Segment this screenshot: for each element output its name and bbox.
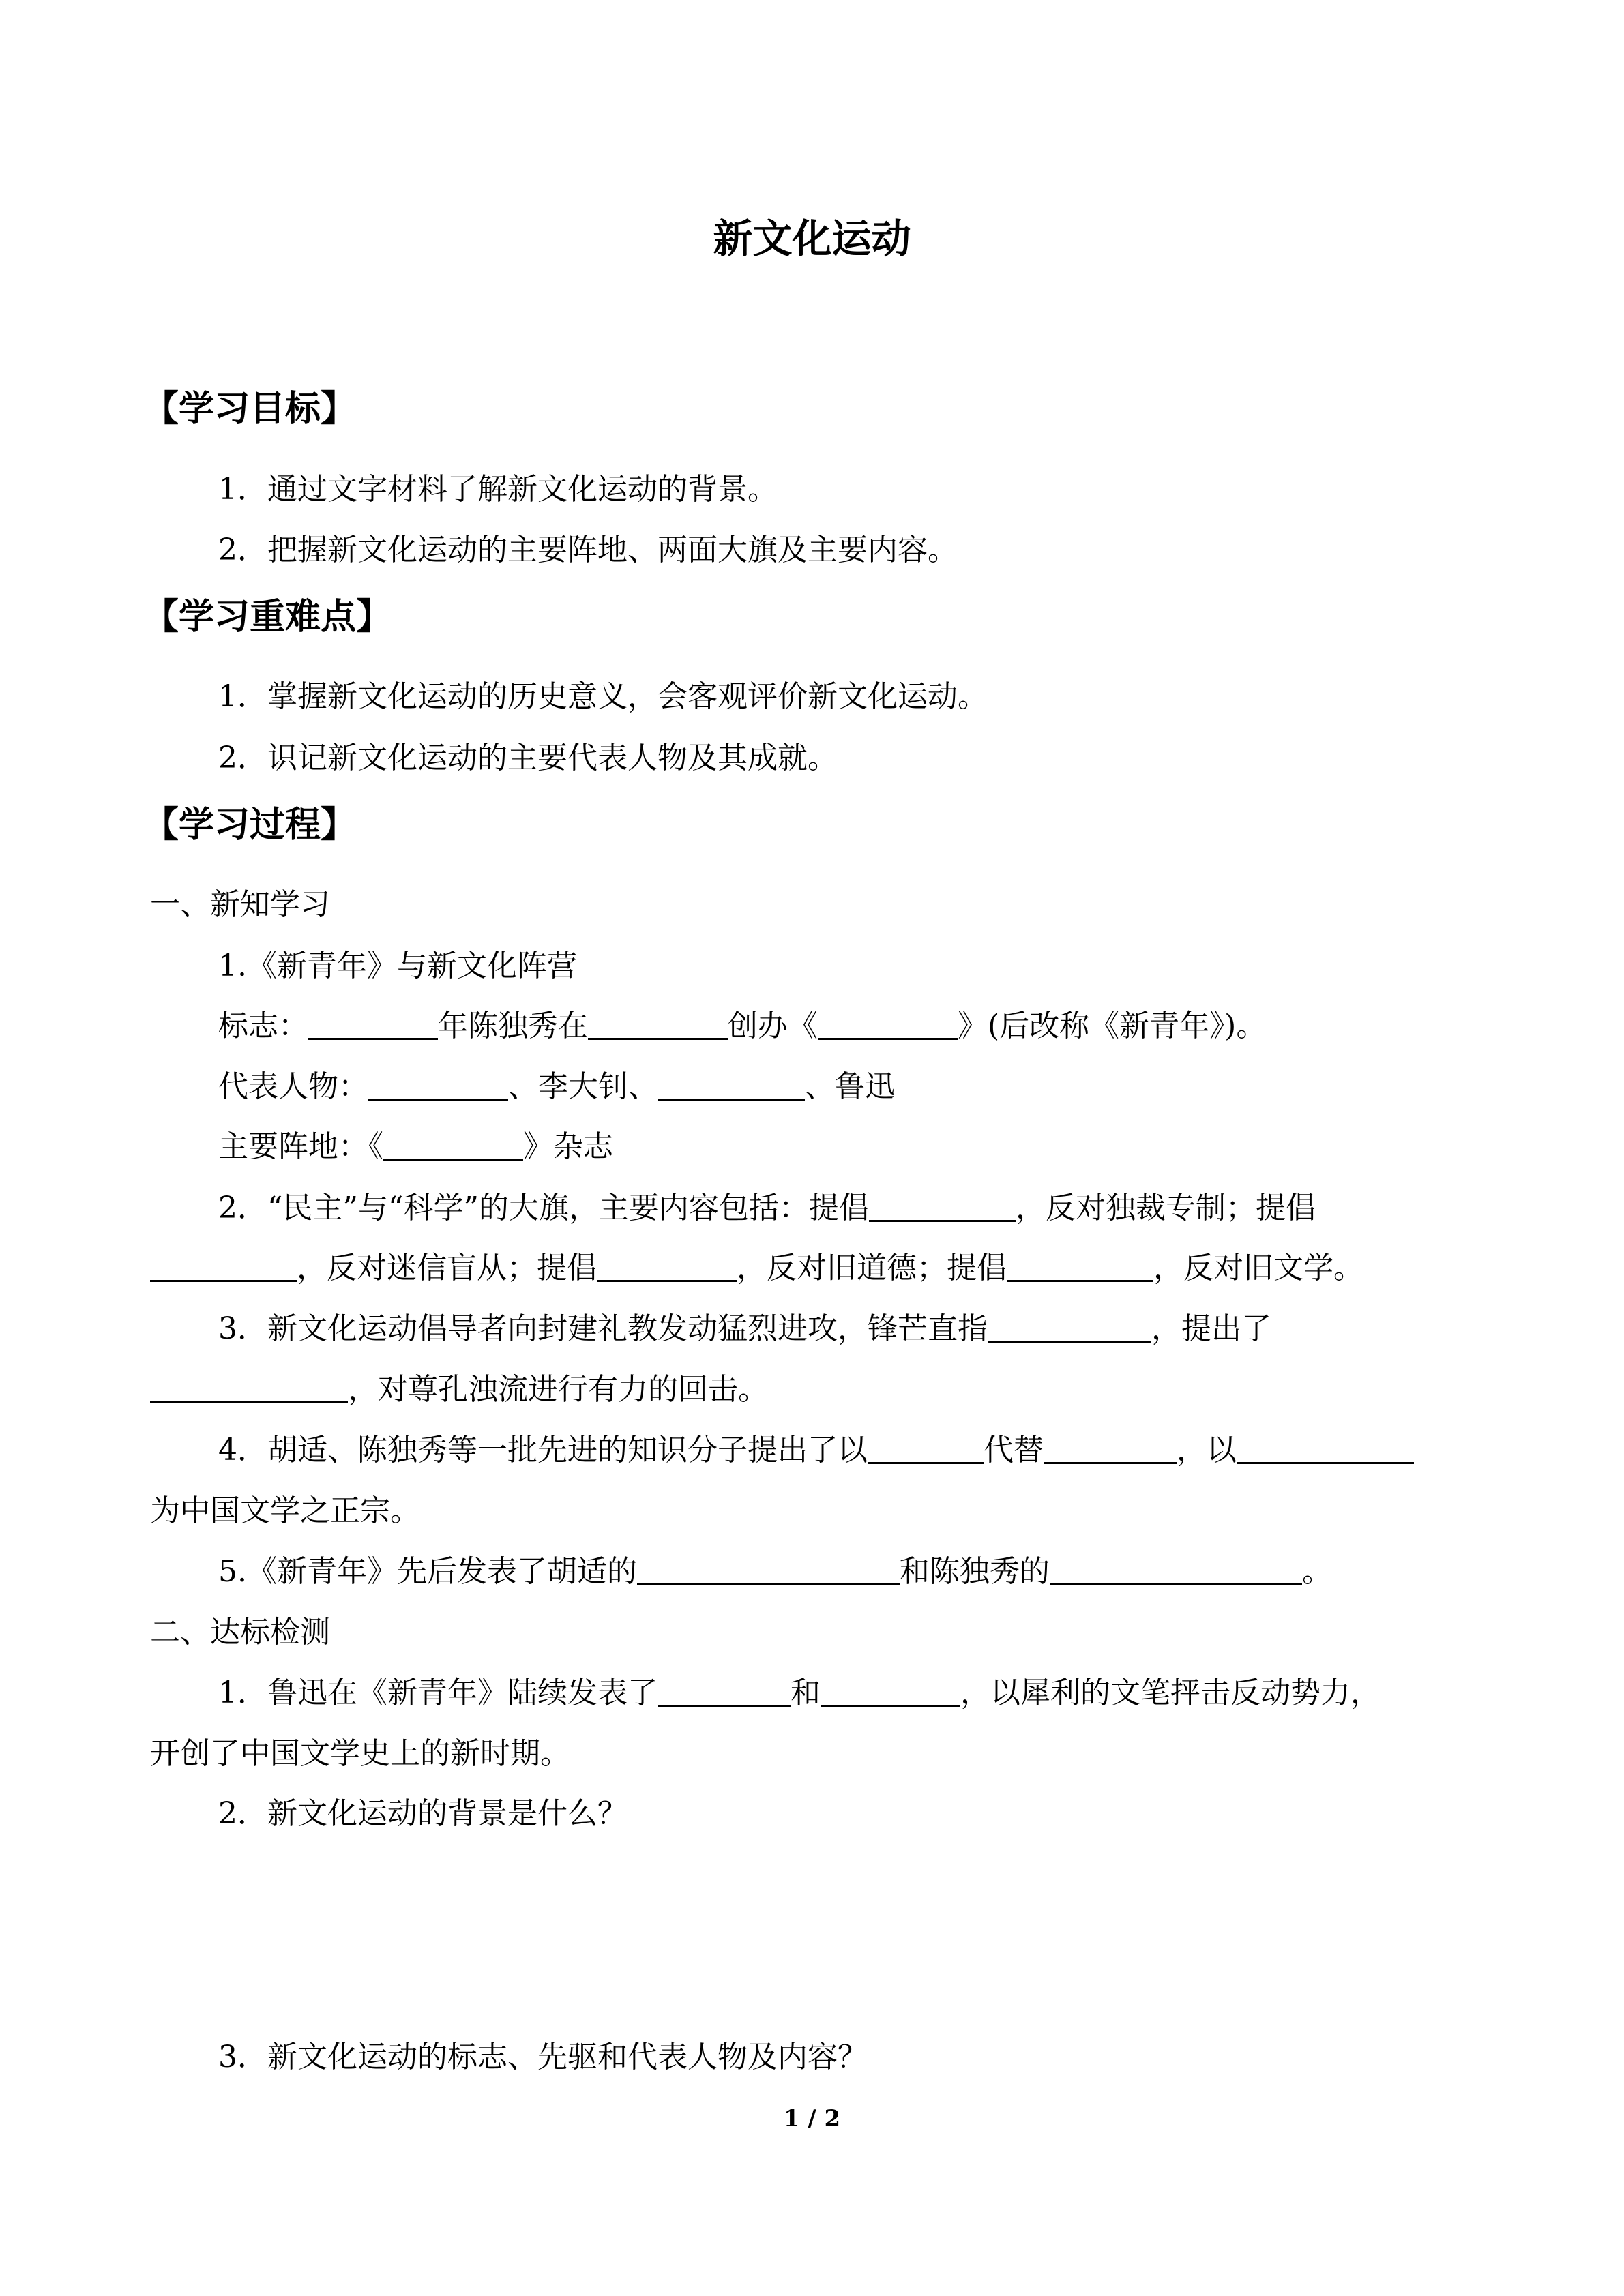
q3-line-2 [150,1368,1481,1412]
q1-title: 1.《新青年》与新文化阵营 [218,949,577,983]
q1-people-text: 代表人物： [218,1069,368,1104]
q4-text: 代替 [984,1433,1044,1467]
q1-people-text: 、鲁迅 [805,1069,895,1104]
fill-blank-base[interactable] [383,1129,523,1161]
q2-text: ，反对迷信盲从；提倡 [297,1251,597,1285]
fill-blank-place[interactable] [588,1008,728,1040]
test-q1-line-2: 开创了中国文学史上的新时期。 [150,1736,570,1771]
q1-sign-text: 标志： [218,1009,308,1043]
keypoints-heading: 【学习重难点】 [143,597,392,638]
goals-heading: 【学习目标】 [143,389,357,430]
page-title: 新文化运动 [713,215,911,262]
q2-text: ，反对旧文学。 [1153,1251,1363,1285]
fill-blank-person-1[interactable] [368,1069,508,1101]
q1-people-text: 、李大钊、 [508,1069,658,1104]
fill-blank-advocate-1[interactable] [869,1190,1016,1222]
test-q3: 3．新文化运动的标志、先驱和代表人物及内容？ [218,2040,868,2074]
fill-blank-target[interactable] [988,1311,1151,1343]
part1-label: 一、新知学习 [150,887,330,922]
q2-text: 2．“民主”与“科学”的大旗，主要内容包括：提倡 [218,1191,869,1225]
goal-item: 1．通过文字材料了解新文化运动的背景。 [218,472,778,507]
q2-text: ，反对独裁专制；提倡 [1015,1191,1316,1225]
process-heading: 【学习过程】 [143,805,357,846]
q1-sign-text: 》(后改称《新青年》)。 [958,1009,1267,1043]
q4-line-2: 为中国文学之正宗。 [150,1493,420,1528]
fill-blank-magazine[interactable] [818,1008,958,1040]
q5-text: 5.《新青年》先后发表了胡适的 [218,1554,637,1589]
page-number: 1 / 2 [783,2105,841,2132]
q2-line-1 [218,1187,1481,1230]
fill-blank-classical[interactable] [1044,1432,1177,1464]
fill-blank-slogan[interactable] [150,1371,348,1403]
q1-sign-text: 年陈独秀在 [438,1009,588,1043]
q1-sign-text: 创办《 [728,1009,818,1043]
q4-line-1 [218,1429,1481,1472]
q2-line-2 [150,1247,1481,1290]
q4-text: 4．胡适、陈独秀等一批先进的知识分子提出了以 [218,1433,868,1467]
fill-blank-work-1[interactable] [658,1675,791,1707]
fill-blank-hu-shi[interactable] [637,1553,900,1585]
test-q1-text: 和 [791,1675,821,1710]
fill-blank-work-2[interactable] [821,1675,960,1707]
q5-text: 和陈独秀的 [899,1554,1050,1589]
fill-blank-advocate-2[interactable] [150,1250,297,1282]
keypoint-item: 2．识记新文化运动的主要代表人物及其成就。 [218,741,838,775]
q1-sign-line [218,1004,1481,1048]
fill-blank-chen-duxiu[interactable] [1050,1553,1302,1585]
fill-blank-year[interactable] [308,1008,438,1040]
q4-text: ，以 [1177,1433,1237,1467]
q3-text: ，对尊孔浊流进行有力的回击。 [348,1372,768,1407]
fill-blank-literature[interactable] [1237,1432,1414,1464]
q5-line [218,1550,1481,1594]
fill-blank-vernacular[interactable] [868,1432,984,1464]
q2-text: ，反对旧道德；提倡 [737,1251,1007,1285]
q5-text: 。 [1301,1554,1332,1589]
test-q1-line-1 [218,1671,1481,1715]
goal-item: 2．把握新文化运动的主要阵地、两面大旗及主要内容。 [218,533,958,567]
q1-base-line [218,1125,1481,1169]
q1-base-text: 主要阵地：《 [218,1129,383,1164]
test-q2: 2．新文化运动的背景是什么？ [218,1796,628,1831]
test-q1-text: ，以犀利的文笔抨击反动势力， [960,1675,1381,1710]
fill-blank-advocate-4[interactable] [1007,1250,1153,1282]
fill-blank-person-2[interactable] [658,1069,805,1101]
q3-text: ，提出了 [1151,1311,1271,1346]
q1-people-line [218,1065,1481,1109]
fill-blank-advocate-3[interactable] [597,1250,737,1282]
q3-text: 3．新文化运动倡导者向封建礼教发动猛烈进攻，锋芒直指 [218,1311,988,1346]
q1-base-text: 》杂志 [523,1129,613,1164]
part2-label: 二、达标检测 [150,1615,330,1650]
test-q1-text: 1．鲁迅在《新青年》陆续发表了 [218,1675,658,1710]
q3-line-1 [218,1307,1481,1351]
keypoint-item: 1．掌握新文化运动的历史意义，会客观评价新文化运动。 [218,679,988,714]
